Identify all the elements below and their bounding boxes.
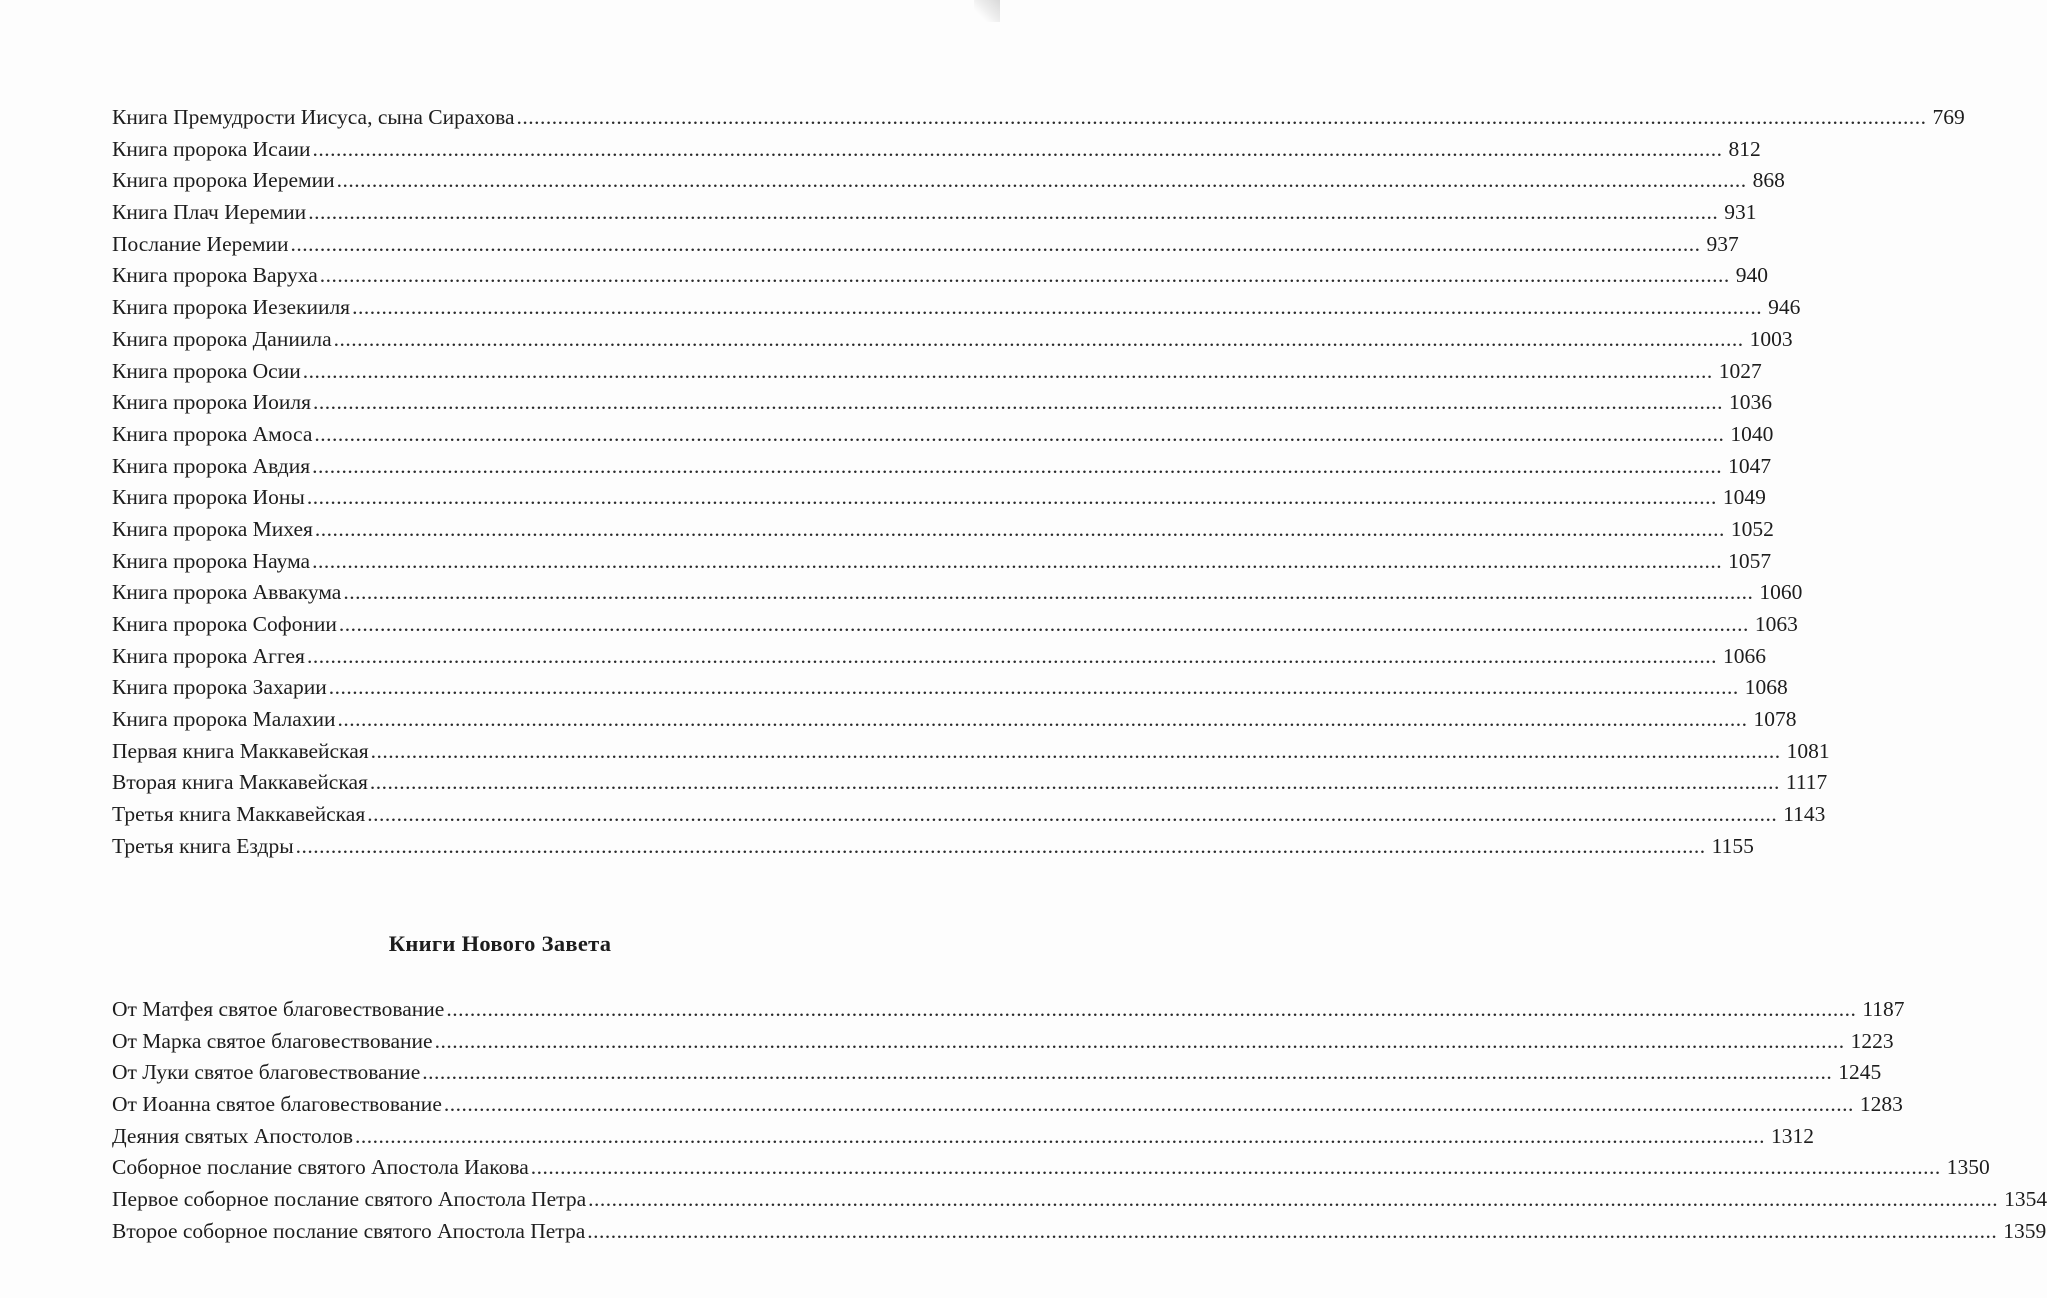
toc-entry-title: Книга пророка Малахии bbox=[112, 707, 336, 732]
toc-entry-title: Книга пророка Исаии bbox=[112, 136, 311, 161]
toc-entry[interactable] bbox=[112, 1184, 2047, 1216]
toc-entry[interactable] bbox=[112, 994, 1905, 1026]
toc-entry-page: 1081 bbox=[1786, 738, 1830, 763]
toc-entry-page: 1187 bbox=[1862, 997, 1905, 1021]
new-testament-toc bbox=[112, 994, 2047, 1248]
toc-entry[interactable] bbox=[112, 356, 1762, 388]
toc-entry[interactable] bbox=[112, 577, 1803, 609]
toc-leader-dots: ................................................................................................................................................................................................................................................ bbox=[354, 1123, 1765, 1148]
toc-entry[interactable] bbox=[112, 1057, 1882, 1089]
toc-entry-page: 1143 bbox=[1783, 802, 1826, 827]
toc-entry[interactable] bbox=[112, 324, 1793, 356]
toc-entry-title: Книга пророка Осии bbox=[112, 358, 301, 383]
toc-leader-dots: ................................................................................................................................................................................................................................................ bbox=[369, 770, 1780, 795]
toc-leader-dots: ................................................................................................................................................................................................................................................ bbox=[295, 833, 1706, 858]
toc-entry-page: 1359 bbox=[2003, 1218, 2047, 1243]
toc-entry-page: 1078 bbox=[1753, 707, 1797, 732]
toc-entry[interactable] bbox=[112, 1026, 1894, 1058]
toc-leader-dots: ................................................................................................................................................................................................................................................ bbox=[313, 390, 1724, 415]
toc-leader-dots: ................................................................................................................................................................................................................................................ bbox=[336, 168, 1747, 193]
toc-leader-dots: ................................................................................................................................................................................................................................................ bbox=[302, 358, 1713, 383]
toc-entry-page: 1066 bbox=[1722, 643, 1766, 668]
toc-entry-page: 1036 bbox=[1729, 390, 1773, 415]
toc-entry-title: Послание Иеремии bbox=[112, 231, 289, 256]
toc-leader-dots: ................................................................................................................................................................................................................................................ bbox=[312, 453, 1723, 478]
toc-entry-title: От Луки святое благовествование bbox=[112, 1060, 421, 1085]
toc-entry-page: 1068 bbox=[1744, 675, 1788, 700]
toc-entry[interactable] bbox=[112, 165, 1785, 197]
toc-entry-page: 1047 bbox=[1728, 453, 1772, 478]
toc-entry-title: Книга пророка Софонии bbox=[112, 612, 337, 636]
toc-entry-page: 812 bbox=[1728, 136, 1761, 161]
toc-entry-title: Книга пророка Авдия bbox=[112, 453, 311, 478]
toc-entry[interactable] bbox=[112, 1216, 2047, 1248]
toc-entry-title: Книга пророка Захарии bbox=[112, 675, 327, 700]
toc-entry-page: 1223 bbox=[1850, 1028, 1894, 1053]
toc-entry-title: Соборное послание святого Апостола Иакова bbox=[112, 1155, 529, 1180]
toc-entry-title: Третья книга Ездры bbox=[112, 833, 294, 858]
toc-leader-dots: ................................................................................................................................................................................................................................................ bbox=[338, 612, 1749, 636]
toc-entry[interactable] bbox=[112, 609, 1798, 641]
toc-leader-dots: ................................................................................................................................................................................................................................................ bbox=[328, 675, 1739, 700]
toc-entry-title: Книга пророка Иезекииля bbox=[112, 295, 351, 320]
toc-entry-page: 1040 bbox=[1730, 421, 1774, 446]
toc-entry-page: 1117 bbox=[1785, 770, 1828, 795]
toc-entry-title: Книга пророка Даниила bbox=[112, 326, 332, 351]
toc-entry-title: Первая книга Маккавейская bbox=[112, 738, 369, 763]
toc-entry[interactable] bbox=[112, 419, 1774, 451]
toc-entry-title: Книга Премудрости Иисуса, сына Сирахова bbox=[112, 105, 515, 129]
toc-entry[interactable] bbox=[112, 1089, 1903, 1121]
toc-entry-title: Книга пророка Аввакума bbox=[112, 580, 342, 605]
toc-entry[interactable] bbox=[112, 546, 1772, 578]
toc-leader-dots: ................................................................................................................................................................................................................................................ bbox=[319, 263, 1730, 288]
toc-entry-title: Книга пророка Варуха bbox=[112, 263, 318, 288]
toc-leader-dots: ................................................................................................................................................................................................................................................ bbox=[308, 200, 1719, 225]
toc-entry[interactable] bbox=[112, 514, 1774, 546]
toc-entry-page: 1155 bbox=[1711, 833, 1754, 858]
toc-entry[interactable] bbox=[112, 704, 1797, 736]
toc-entry-title: От Матфея святое благовествование bbox=[112, 997, 445, 1021]
toc-leader-dots: ................................................................................................................................................................................................................................................ bbox=[530, 1155, 1941, 1180]
toc-entry-title: Вторая книга Маккавейская bbox=[112, 770, 368, 795]
toc-leader-dots: ................................................................................................................................................................................................................................................ bbox=[352, 295, 1763, 320]
toc-entry-title: Книга пророка Наума bbox=[112, 548, 311, 573]
toc-entry[interactable] bbox=[112, 482, 1766, 514]
toc-entry[interactable] bbox=[112, 102, 1965, 134]
toc-entry-page: 1057 bbox=[1728, 548, 1772, 573]
toc-entry-page: 1027 bbox=[1718, 358, 1762, 383]
toc-entry-title: Книга пророка Аггея bbox=[112, 643, 305, 668]
toc-entry[interactable] bbox=[112, 736, 1830, 768]
toc-entry-title: Книга Плач Иеремии bbox=[112, 200, 307, 225]
toc-entry-title: Третья книга Маккавейская bbox=[112, 802, 366, 827]
toc-leader-dots: ................................................................................................................................................................................................................................................ bbox=[587, 1218, 1998, 1243]
toc-entry-title: Книга пророка Ионы bbox=[112, 485, 305, 510]
toc-entry-title: Второе соборное послание святого Апостола Петра bbox=[112, 1218, 586, 1243]
toc-entry-title: Первое соборное послание святого Апостола Петра bbox=[112, 1187, 587, 1212]
toc-entry-page: 1052 bbox=[1730, 516, 1774, 541]
toc-leader-dots: ................................................................................................................................................................................................................................................ bbox=[446, 997, 1857, 1021]
toc-leader-dots: ................................................................................................................................................................................................................................................ bbox=[290, 231, 1701, 256]
toc-leader-dots: ................................................................................................................................................................................................................................................ bbox=[422, 1060, 1833, 1085]
toc-entry-page: 769 bbox=[1932, 105, 1965, 129]
toc-entry-page: 1003 bbox=[1749, 326, 1793, 351]
toc-entry-page: 1354 bbox=[2004, 1187, 2047, 1212]
toc-entry[interactable] bbox=[112, 292, 1801, 324]
toc-entry-page: 1245 bbox=[1838, 1060, 1882, 1085]
toc-entry-title: Книга пророка Амоса bbox=[112, 421, 313, 446]
toc-entry-title: От Иоанна святое благовествование bbox=[112, 1092, 442, 1117]
toc-leader-dots: ................................................................................................................................................................................................................................................ bbox=[367, 802, 1778, 827]
toc-entry-page: 1063 bbox=[1754, 612, 1798, 636]
toc-entry-page: 868 bbox=[1752, 168, 1785, 193]
toc-entry-page: 1049 bbox=[1722, 485, 1766, 510]
toc-leader-dots: ................................................................................................................................................................................................................................................ bbox=[370, 738, 1781, 763]
toc-entry-page: 1312 bbox=[1770, 1123, 1814, 1148]
toc-entry-page: 931 bbox=[1724, 200, 1757, 225]
toc-leader-dots: ................................................................................................................................................................................................................................................ bbox=[588, 1187, 1999, 1212]
toc-entry-page: 937 bbox=[1706, 231, 1739, 256]
toc-entry-title: От Марка святое благовествование bbox=[112, 1028, 433, 1053]
toc-entry[interactable] bbox=[112, 1121, 1814, 1153]
toc-entry[interactable] bbox=[112, 451, 1772, 483]
toc-entry[interactable] bbox=[112, 767, 1828, 799]
toc-entry[interactable] bbox=[112, 134, 1761, 166]
toc-entry[interactable] bbox=[112, 799, 1826, 831]
toc-entry-title: Книга пророка Иеремии bbox=[112, 168, 335, 193]
toc-leader-dots: ................................................................................................................................................................................................................................................ bbox=[314, 516, 1725, 541]
toc-leader-dots: ................................................................................................................................................................................................................................................ bbox=[306, 643, 1717, 668]
toc-leader-dots: ................................................................................................................................................................................................................................................ bbox=[333, 326, 1744, 351]
toc-entry-title: Книга пророка Михея bbox=[112, 516, 313, 541]
toc-leader-dots: ................................................................................................................................................................................................................................................ bbox=[516, 105, 1927, 129]
toc-entry[interactable] bbox=[112, 1152, 1990, 1184]
toc-leader-dots: ................................................................................................................................................................................................................................................ bbox=[443, 1092, 1854, 1117]
toc-entry-page: 1283 bbox=[1859, 1092, 1903, 1117]
toc-entry[interactable] bbox=[112, 672, 1788, 704]
toc-entry-page: 946 bbox=[1768, 295, 1801, 320]
toc-leader-dots: ................................................................................................................................................................................................................................................ bbox=[434, 1028, 1845, 1053]
section-heading-new-testament: Книги Нового Завета bbox=[388, 931, 612, 956]
toc-entry[interactable] bbox=[112, 387, 1773, 419]
toc-entry-title: Книга пророка Иоиля bbox=[112, 390, 312, 415]
toc-entry-page: 1350 bbox=[1946, 1155, 1990, 1180]
toc-leader-dots: ................................................................................................................................................................................................................................................ bbox=[312, 548, 1723, 573]
toc-entry[interactable] bbox=[112, 831, 1754, 863]
toc-leader-dots: ................................................................................................................................................................................................................................................ bbox=[337, 707, 1748, 732]
toc-entry-page: 1060 bbox=[1759, 580, 1803, 605]
toc-entry[interactable] bbox=[112, 197, 1757, 229]
toc-entry-title: Деяния святых Апостолов bbox=[112, 1123, 353, 1148]
toc-leader-dots: ................................................................................................................................................................................................................................................ bbox=[312, 136, 1723, 161]
toc-leader-dots: ................................................................................................................................................................................................................................................ bbox=[306, 485, 1717, 510]
page-corner-shadow bbox=[974, 0, 1000, 22]
toc-leader-dots: ................................................................................................................................................................................................................................................ bbox=[343, 580, 1754, 605]
toc-entry[interactable] bbox=[112, 229, 1739, 261]
old-testament-toc bbox=[112, 102, 1965, 863]
toc-entry-page: 940 bbox=[1735, 263, 1768, 288]
toc-entry[interactable] bbox=[112, 260, 1768, 292]
toc-leader-dots: ................................................................................................................................................................................................................................................ bbox=[314, 421, 1725, 446]
toc-entry[interactable] bbox=[112, 641, 1766, 673]
